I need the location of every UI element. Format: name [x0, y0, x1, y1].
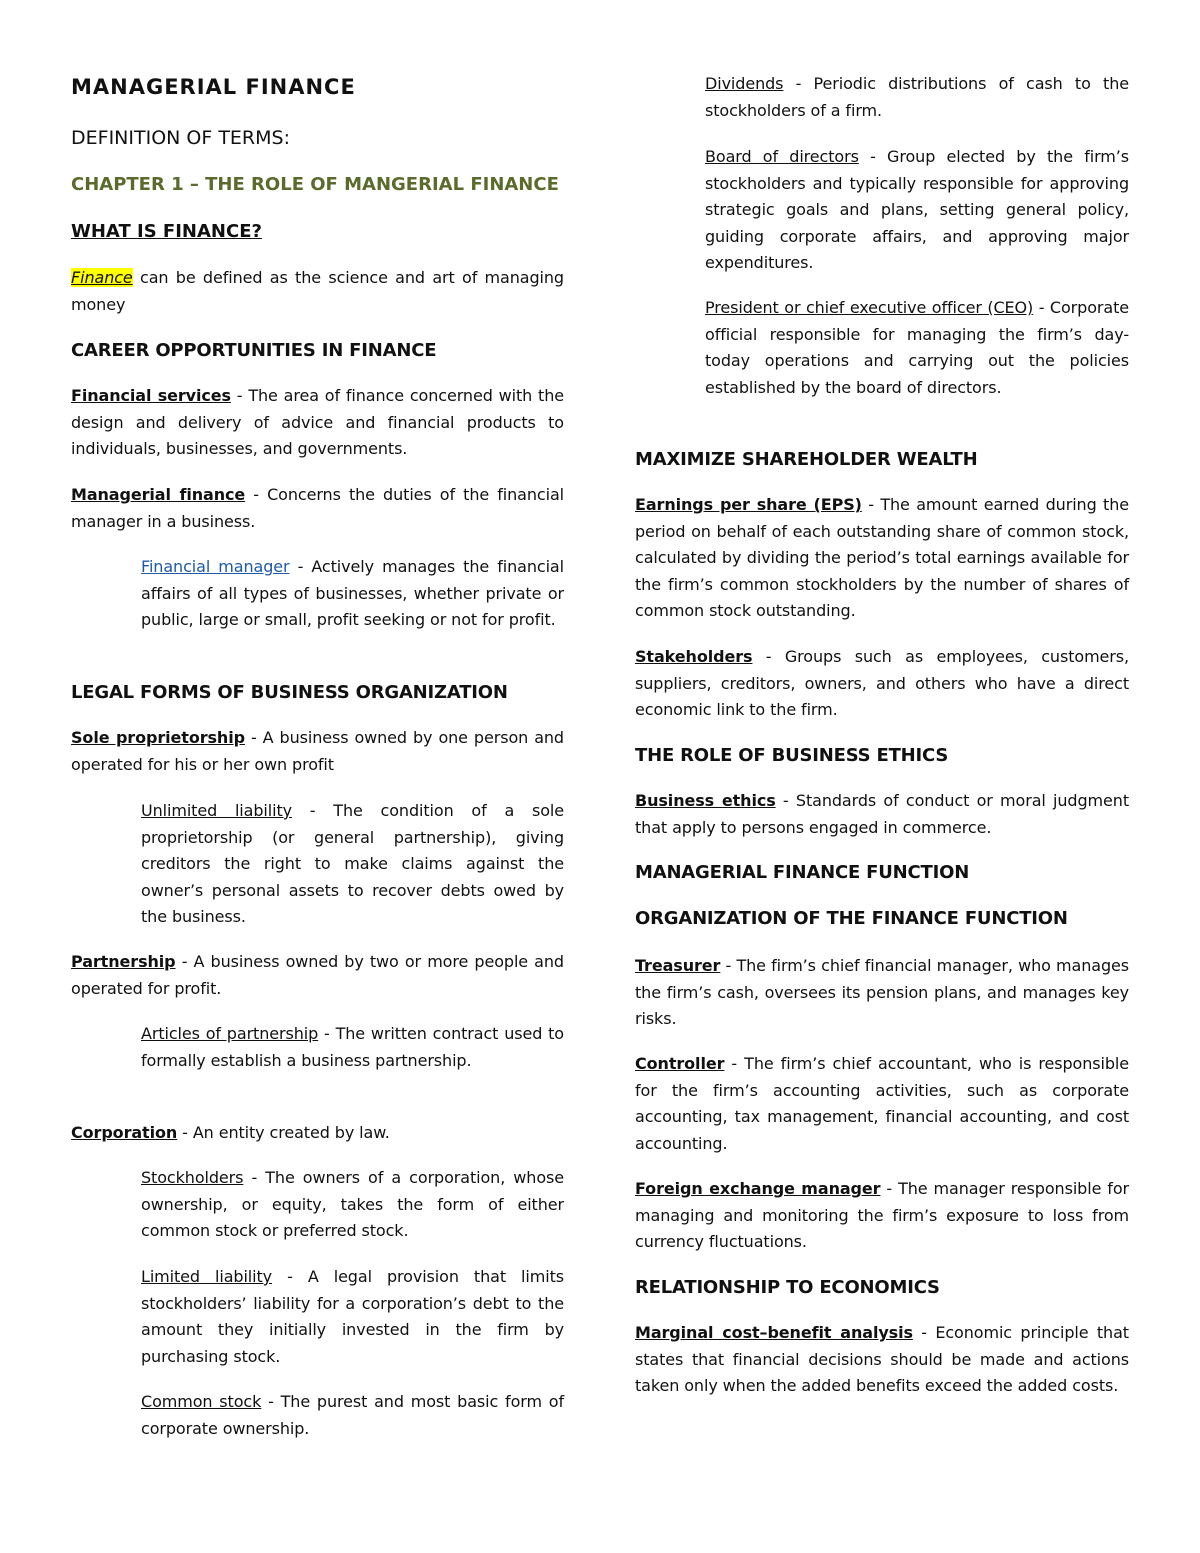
term-stockholders: Stockholders: [141, 1168, 244, 1187]
definition-controller: - The firm’s chief accountant, who is responsible for the firm’s accounting activities, such as corporate accounting, tax management, financial accounting, and cost accounting.: [635, 1054, 1129, 1153]
definition-business-ethics: - Standards of conduct or moral judgment that apply to persons engaged in commerce.: [635, 791, 1129, 837]
entry-common-stock: [141, 1389, 564, 1442]
term-limited-liability: Limited liability: [141, 1267, 273, 1286]
term-stakeholders: Stakeholders: [635, 647, 753, 666]
relationship-to-economics-heading: RELATIONSHIP TO ECONOMICS: [635, 1277, 940, 1298]
term-ceo: President or chief executive officer (CEO): [705, 298, 1034, 317]
definition-ceo: - Corporate official responsible for managing the firm’s day-today operations and carrying out the policies established by the board of directors.: [705, 298, 1129, 397]
managerial-finance-function-heading: MANAGERIAL FINANCE FUNCTION: [635, 862, 970, 883]
what-is-finance-heading: WHAT IS FINANCE?: [71, 221, 262, 242]
definition-articles-of-partnership: - The written contract used to formally establish a business partnership.: [141, 1024, 564, 1070]
term-finance: Finance: [71, 268, 133, 287]
entry-treasurer: [635, 953, 1129, 1033]
definition-common-stock: - The purest and most basic form of corporate ownership.: [141, 1392, 564, 1438]
term-foreign-exchange-manager: Foreign exchange manager: [635, 1179, 881, 1198]
maximize-shareholder-wealth-heading: MAXIMIZE SHAREHOLDER WEALTH: [635, 449, 978, 470]
entry-managerial-finance: [71, 482, 564, 535]
entry-finance: [71, 265, 564, 318]
definition-dividends: - Periodic distributions of cash to the stockholders of a firm.: [705, 74, 1129, 120]
term-financial-manager: Financial manager: [141, 557, 290, 576]
definition-financial-manager: - Actively manages the financial affairs of all types of businesses, whether private or public, large or small, profit seeking or not for profit.: [141, 557, 564, 629]
definition-marginal-cost-benefit: - Economic principle that states that financial decisions should be made and actions taken only when the added benefits exceed the added costs.: [635, 1323, 1129, 1395]
business-ethics-heading: THE ROLE OF BUSINESS ETHICS: [635, 745, 949, 766]
term-articles-of-partnership: Articles of partnership: [141, 1024, 319, 1043]
entry-limited-liability: [141, 1264, 564, 1370]
organization-of-finance-function-heading: ORGANIZATION OF THE FINANCE FUNCTION: [635, 908, 1068, 929]
entry-stakeholders: [635, 644, 1129, 724]
definition-managerial-finance: - Concerns the duties of the financial manager in a business.: [71, 485, 565, 531]
definition-limited-liability: - A legal provision that limits stockholders’ liability for a corporation’s debt to the amount they initially invested in the firm by purchasing stock.: [141, 1267, 564, 1366]
entry-stockholders: [141, 1165, 564, 1245]
entry-dividends: [705, 71, 1129, 124]
term-corporation: Corporation: [71, 1123, 178, 1142]
definition-financial-services: - The area of finance concerned with the design and delivery of advice and financial products to individuals, businesses, and governments.: [71, 386, 564, 458]
term-partnership: Partnership: [71, 952, 176, 971]
chapter-heading: CHAPTER 1 – THE ROLE OF MANGERIAL FINANCE: [71, 174, 559, 195]
definition-sole-proprietorship: - A business owned by one person and operated for his or her own profit: [71, 728, 564, 774]
entry-marginal-cost-benefit: [635, 1320, 1129, 1400]
term-financial-services: Financial services: [71, 386, 231, 405]
entry-ceo: [705, 295, 1129, 401]
definition-corporation: - An entity created by law.: [177, 1123, 390, 1142]
term-board-of-directors: Board of directors: [705, 147, 859, 166]
entry-board-of-directors: [705, 144, 1129, 277]
career-opportunities-heading: CAREER OPPORTUNITIES IN FINANCE: [71, 340, 437, 361]
term-dividends: Dividends: [705, 74, 784, 93]
definition-of-terms-heading: DEFINITION OF TERMS:: [71, 127, 290, 149]
entry-controller: [635, 1051, 1129, 1157]
entry-corporation: [71, 1120, 564, 1147]
term-unlimited-liability: Unlimited liability: [141, 801, 292, 820]
definition-treasurer: - The firm’s chief financial manager, who manages the firm’s cash, oversees its pension plans, and manages key risks.: [635, 956, 1129, 1028]
entry-business-ethics: [635, 788, 1129, 841]
definition-foreign-exchange-manager: - The manager responsible for managing and monitoring the firm’s exposure to loss from currency fluctuations.: [635, 1179, 1129, 1251]
term-marginal-cost-benefit: Marginal cost–benefit analysis: [635, 1323, 913, 1342]
term-business-ethics: Business ethics: [635, 791, 776, 810]
entry-eps: [635, 492, 1129, 625]
entry-financial-services: [71, 383, 564, 463]
legal-forms-heading: LEGAL FORMS OF BUSINESS ORGANIZATION: [71, 682, 508, 703]
term-sole-proprietorship: Sole proprietorship: [71, 728, 245, 747]
entry-foreign-exchange-manager: [635, 1176, 1129, 1256]
entry-financial-manager: [141, 554, 564, 634]
definition-board-of-directors: - Group elected by the firm’s stockholders and typically responsible for approving strategic goals and plans, setting general policy, guiding corporate affairs, and approving major expenditures.: [705, 147, 1129, 272]
document-title: MANAGERIAL FINANCE: [71, 75, 356, 99]
entry-articles-of-partnership: [141, 1021, 564, 1074]
entry-sole-proprietorship: [71, 725, 564, 778]
definition-partnership: - A business owned by two or more people and operated for profit.: [71, 952, 564, 998]
definition-eps: - The amount earned during the period on behalf of each outstanding share of common stock, calculated by dividing the period’s total earnings available for the firm’s common stockholders by the number of shares of common stock outstanding.: [635, 495, 1129, 620]
definition-unlimited-liability: - The condition of a sole proprietorship (or general partnership), giving creditors the right to make claims against the owner’s personal assets to recover debts owed by the business.: [141, 801, 564, 926]
definition-stakeholders: - Groups such as employees, customers, suppliers, creditors, owners, and others who have a direct economic link to the firm.: [635, 647, 1129, 719]
entry-unlimited-liability: [141, 798, 564, 931]
term-eps: Earnings per share (EPS): [635, 495, 862, 514]
term-controller: Controller: [635, 1054, 725, 1073]
definition-stockholders: - The owners of a corporation, whose ownership, or equity, takes the form of either common stock or preferred stock.: [141, 1168, 564, 1240]
term-managerial-finance: Managerial finance: [71, 485, 246, 504]
term-treasurer: Treasurer: [635, 956, 721, 975]
entry-partnership: [71, 949, 564, 1002]
definition-finance: can be defined as the science and art of managing money: [71, 268, 564, 314]
term-common-stock: Common stock: [141, 1392, 262, 1411]
